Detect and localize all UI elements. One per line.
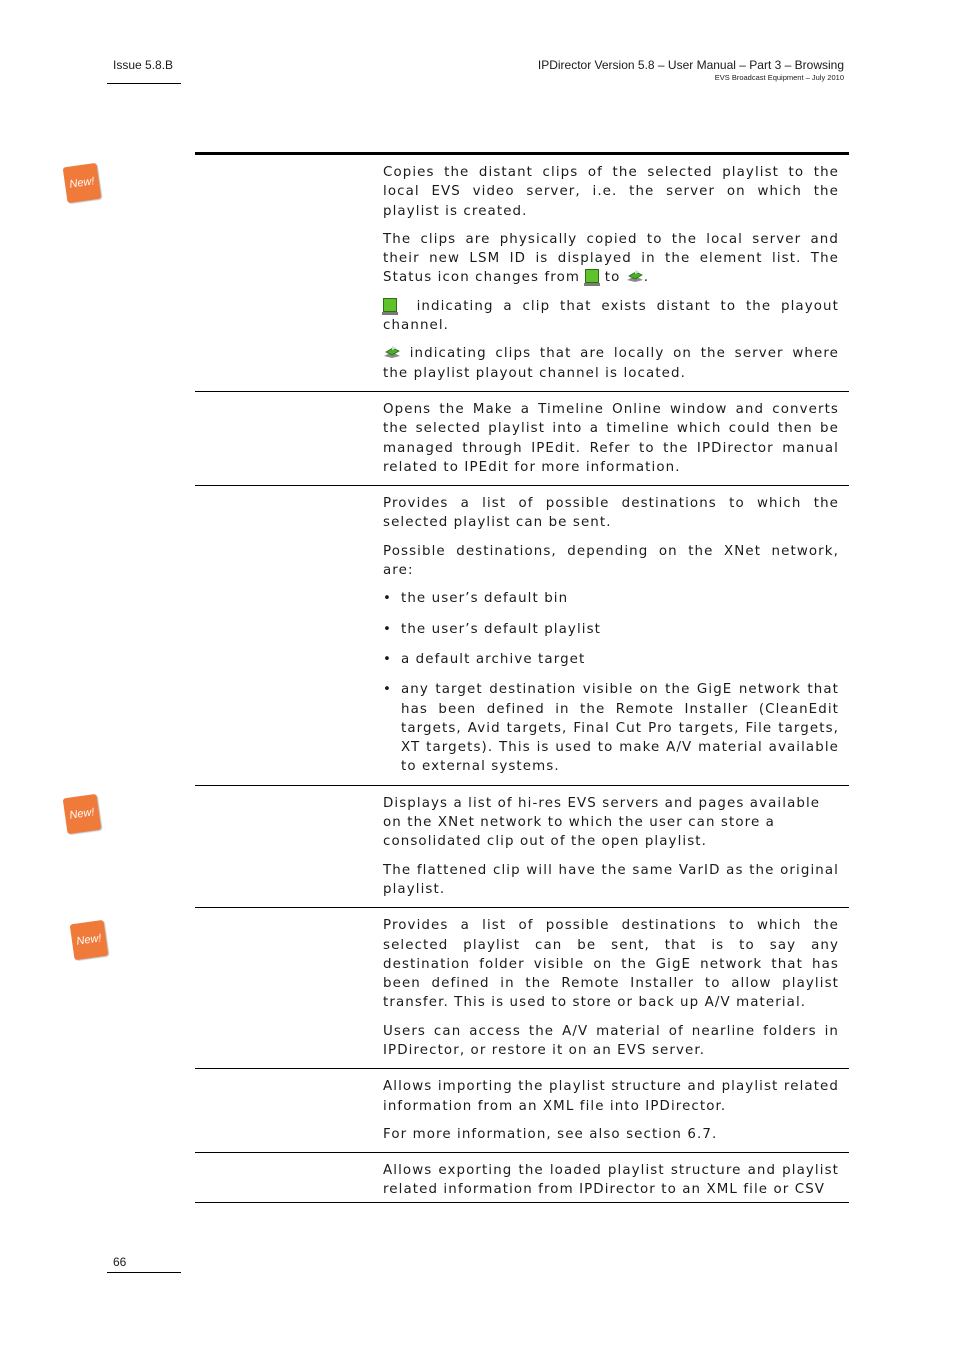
table-row xyxy=(195,1069,849,1153)
list-item: • a default archive target xyxy=(383,651,586,667)
list-item: • the user’s default playlist xyxy=(383,621,602,637)
page-header xyxy=(538,58,844,82)
document-subtitle: EVS Broadcast Equipment – July 2010 xyxy=(714,73,844,82)
row-text: Allows importing the playlist structure and playlist related information from an XML file into IPDirector. xyxy=(383,1079,839,1114)
table-row xyxy=(195,155,849,392)
row-text: The flattened clip will have the same VarID as the original playlist. xyxy=(383,862,839,897)
table-row xyxy=(195,908,849,1069)
row-text: indicating clips that are locally on the server where the playlist playout channel is located. xyxy=(383,346,839,381)
distant-clip-icon xyxy=(585,269,599,283)
row-text: Displays a list of hi-res EVS servers and pages available on the XNet network to which the user can store a consolidated clip out of the open playlist. xyxy=(383,795,821,850)
row-text: Provides a list of possible destinations to which the selected playlist can be sent, that is to say any destination folder visible on the GigE network that has been defined in the Remote Installer to allow playlist transfer. This is used to store or back up A/V material. xyxy=(383,918,839,1011)
header-rule xyxy=(107,83,181,84)
list-item: • any target destination visible on the GigE network that has been defined in the Remote Installer (CleanEdit targets, Avid targets, Final Cut Pro targets, File targets, XT targets). This is used to make A/V material available to external systems. xyxy=(383,682,839,775)
local-clip-icon xyxy=(626,270,644,282)
list-item: • the user’s default bin xyxy=(383,591,569,607)
row-text: Allows exporting the loaded playlist structure and playlist related information from IPDirector to an XML file or CSV xyxy=(383,1163,839,1198)
row-text: The clips are physically copied to the local server and their new LSM ID is displayed in the element list. The Status icon changes from to . xyxy=(383,231,839,286)
new-badge: New! xyxy=(63,163,102,203)
issue-label: Issue 5.8.B xyxy=(113,58,174,72)
row-text: Users can access the A/V material of nearline folders in IPDirector, or restore it on an EVS server. xyxy=(383,1023,839,1058)
page-number: 66 xyxy=(113,1255,127,1269)
row-text: Opens the Make a Timeline Online window and converts the selected playlist into a timeline which could then be managed through IPEdit. Refer to the IPDirector manual related to IPEdit for more information. xyxy=(383,401,839,475)
footer-rule xyxy=(107,1272,181,1273)
row-text: Copies the distant clips of the selected playlist to the local EVS video server, i.e. the server on which the playlist is created. xyxy=(383,165,839,219)
document-title: IPDirector Version 5.8 – User Manual – Part 3 – Browsing xyxy=(537,58,844,72)
new-badge: New! xyxy=(70,920,109,960)
row-text: Possible destinations, depending on the XNet network, are: xyxy=(383,543,839,579)
table-row xyxy=(195,392,849,486)
new-badge: New! xyxy=(63,794,102,834)
distant-clip-icon xyxy=(383,298,397,312)
table-row xyxy=(195,1153,849,1203)
commands-table xyxy=(195,152,849,1203)
table-row xyxy=(195,786,849,908)
local-clip-icon xyxy=(383,346,401,358)
destinations-list xyxy=(383,589,839,776)
row-text: Provides a list of possible destinations to which the selected playlist can be sent. xyxy=(383,496,839,531)
table-row xyxy=(195,486,849,786)
row-text: For more information, see also section 6.7. xyxy=(383,1126,718,1142)
row-text: indicating a clip that exists distant to the playout channel. xyxy=(383,298,839,334)
